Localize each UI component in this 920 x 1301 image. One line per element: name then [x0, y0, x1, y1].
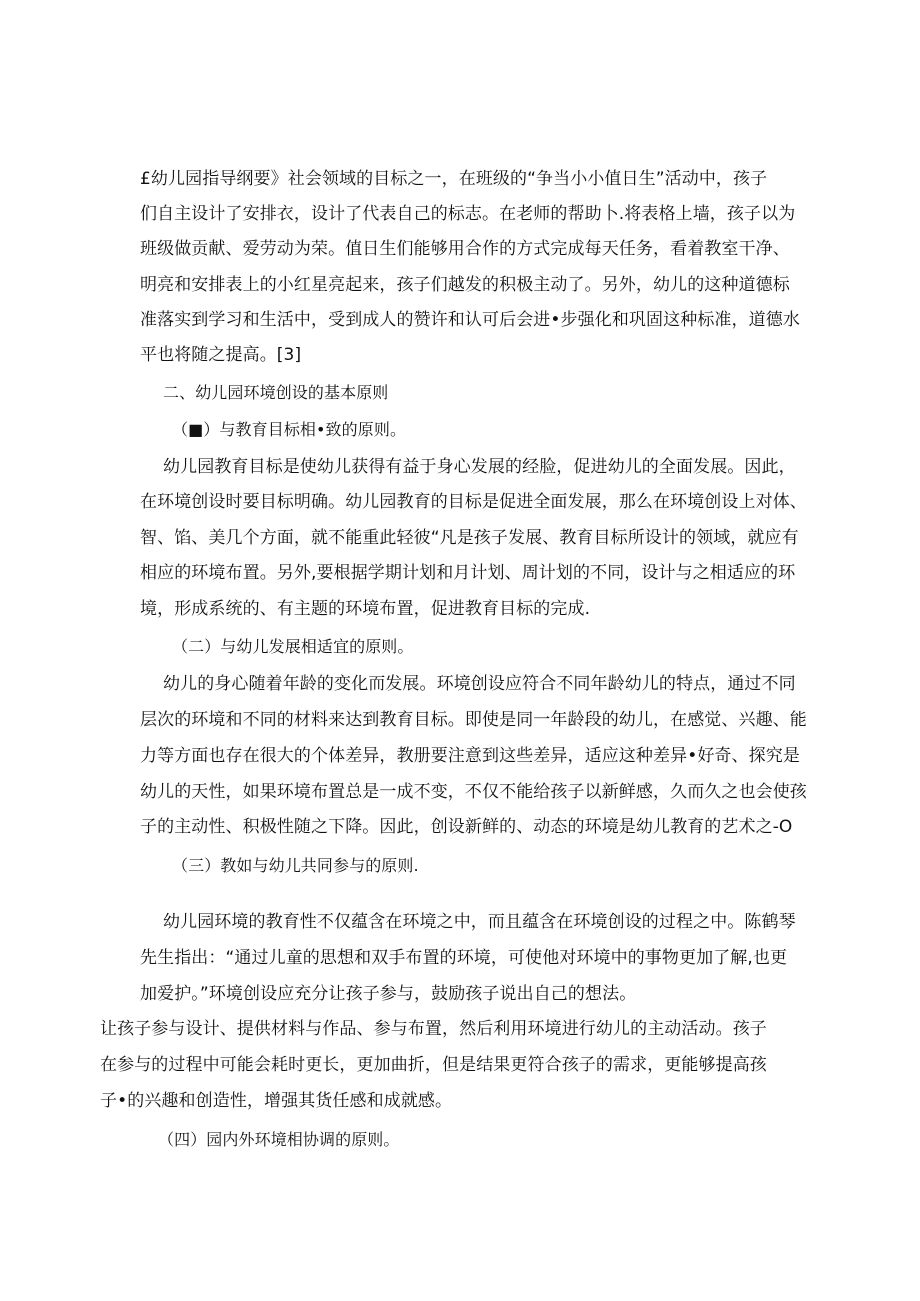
text-line: £幼儿园指导纲要》社会领域的目标之一，在班级的“争当小小值日生”活动中，孩子: [140, 169, 768, 189]
text-line: 幼儿的身心随着年龄的变化而发展。环境创设应符合不同年龄幼儿的特点，通过不同: [163, 674, 796, 694]
text-line: 们自主设计了安排衣，设计了代表自己的标志。在老师的帮助卜.将表格上墙，孩子以为: [140, 204, 796, 224]
text-line: 幼儿的天性，如果环境布置总是一成不变，不仅不能给孩子以新鲜感，久而久之也会使孩: [140, 782, 807, 802]
text-line: 准落实到学习和生活中，受到成人的赞许和认可后会进•步强化和巩固这种标准，道德水: [140, 310, 800, 330]
text-line: 智、馅、美几个方面，就不能重此轻彼“凡是孩子发展、教育目标所设计的领域，就应有: [140, 528, 799, 548]
subsection-heading: （■）与教育目标相•致的原则。: [172, 420, 407, 439]
text-line: 相应的环境布置。另外,要根据学期计划和月计划、周计划的不同，设计与之相适应的环: [140, 563, 796, 583]
text-line: 平也将随之提高。[3]: [140, 345, 302, 365]
subsection-heading: （四）园内外环境相协调的原则。: [158, 1130, 400, 1149]
text-line: 先生指出：“通过儿童的思想和双手布置的环境，可使他对环境中的事物更加了解,也更: [140, 948, 788, 968]
text-line: 加爱护。”环境创设应充分让孩子参与，鼓励孩子说出自己的想法。: [140, 984, 637, 1004]
text-line: 子的主动性、积极性随之下降。因此，创设新鲜的、动态的环境是幼儿教育的艺术之-O: [140, 817, 793, 837]
text-line: 在环境创设时要目标明确。幼儿园教育的目标是促进全面发展，那么在环境创设上对体、: [140, 492, 807, 512]
subsection-heading: （三）教如与幼儿共同参与的原则.: [172, 856, 419, 875]
text-line: 层次的环境和不同的材料来达到教育目标。即使是同一年龄段的幼儿，在感觉、兴趣、能: [140, 710, 807, 730]
section-heading: 二、幼儿园环境创设的基本原则: [163, 383, 389, 402]
text-line: 境，形成系统的、有主题的环境布置，促进教育目标的完成.: [140, 599, 591, 619]
text-line: 让孩子参与设计、提供材料与作品、参与布置，然后利用环境进行幼儿的主动活动。孩子: [100, 1019, 767, 1039]
text-line: 班级做贡献、爱劳动为荣。值日生们能够用合作的方式完成每天任务，看着教室干净、: [140, 239, 790, 259]
text-line: 子•的兴趣和创造性，增强其货任感和成就感。: [100, 1091, 453, 1111]
subsection-heading: （二）与幼儿发展相适宜的原则。: [172, 637, 414, 656]
text-line: 明亮和安排表上的小红星亮起来，孩子们越发的积极主动了。另外，幼儿的这种道德标: [140, 275, 790, 295]
text-line: 在参与的过程中可能会耗时更长，更加曲折，但是结果更符合孩子的需求，更能够提高孩: [100, 1055, 767, 1075]
text-line: 幼儿园环境的教育性不仅蕴含在环境之中，而且蕴含在环境创设的过程之中。陈鹤琴: [163, 912, 796, 932]
text-line: 力等方面也存在很大的个体差异，教册要注意到这些差异，适应这种差异•好奇、探究是: [140, 746, 800, 766]
text-line: 幼儿园教育目标是使幼儿获得有益于身心发展的经脸，促进幼儿的全面发展。因此，: [163, 457, 796, 477]
